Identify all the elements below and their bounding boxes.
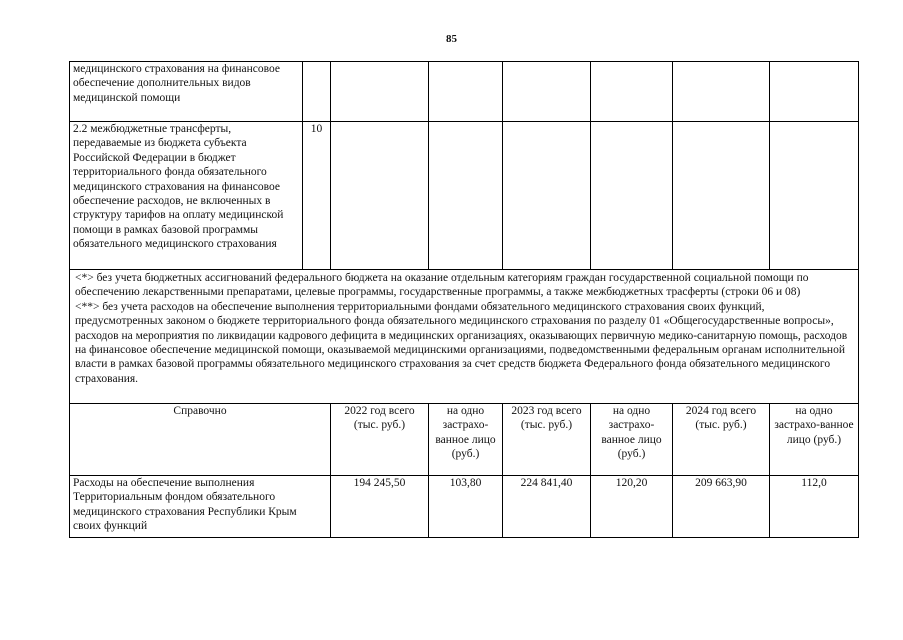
reference-label: Справочно (70, 404, 331, 476)
empty-cell (770, 62, 859, 122)
col-2024-per-person: на одно застрахо-ванное лицо (руб.) (770, 404, 859, 476)
table-row (70, 122, 859, 270)
value-2024-total: 209 663,90 (673, 476, 770, 538)
empty-cell (429, 122, 503, 270)
reference-row-label: Расходы на обеспечение выполнения Территориальным фондом обязательного медицинского страхования Республики Крым своих функций (70, 476, 331, 538)
col-2022-per-person: на одно застрахо-ванное лицо (руб.) (429, 404, 503, 476)
reference-data-row (70, 476, 859, 538)
empty-cell (429, 62, 503, 122)
col-2024-total: 2024 год всего (тыс. руб.) (673, 404, 770, 476)
empty-cell (591, 122, 673, 270)
footnote-1: <*> без учета бюджетных ассигнований федерального бюджета на оказание отдельным категориям граждан государственной социальной помощи по обеспечению лекарственными препаратами, целевые программы, государственные программы, а также межбюджетных трасферты (строки 06 и 08) (75, 272, 809, 299)
empty-cell (591, 62, 673, 122)
footnotes-cell (70, 270, 859, 404)
data-table (69, 61, 859, 538)
row-code-cell: 10 (303, 122, 331, 270)
empty-cell (503, 62, 591, 122)
col-2023-per-person: на одно застрахо-ванное лицо (руб.) (591, 404, 673, 476)
row-code-cell (303, 62, 331, 122)
footnote-2: <**> без учета расходов на обеспечение выполнения территориальными фондами обязательного медицинского страхования своих функций, предусмотренных законом о бюджете территориального фонда обязательного медицинского страхования по разделу 01 «Общегосударственные вопросы», расходов на мероприятия по ликвидации кадрового дефицита в медицинских организациях, оказывающих первичную медико-санитарную помощь, расходов на финансовое обеспечение медицинской помощи, оказываемой медицинскими организациями, подведомственными федеральным органам исполнительной власти в рамках базовой программы обязательного медицинского страхования за счет средств бюджета Федерального фонда обязательного медицинского страхования. (75, 300, 848, 385)
value-2022-per-person: 103,80 (429, 476, 503, 538)
row-name-cell: 2.2 межбюджетные трансферты, передаваемые из бюджета субъекта Российской Федерации в бюджет территориального фонда обязательного медицинского страхования на финансовое обеспечение расходов, не включенных в структуру тарифов на оплату медицинской помощи в рамках базовой программы обязательного медицинского страхования (70, 122, 303, 270)
empty-cell (673, 62, 770, 122)
row-name-cell: медицинского страхования на финансовое обеспечение дополнительных видов медицинской помощи (70, 62, 303, 122)
empty-cell (503, 122, 591, 270)
col-2022-total: 2022 год всего (тыс. руб.) (331, 404, 429, 476)
col-2023-total: 2023 год всего (тыс. руб.) (503, 404, 591, 476)
page-number: 85 (446, 33, 457, 45)
empty-cell (331, 122, 429, 270)
value-2022-total: 194 245,50 (331, 476, 429, 538)
table-row (70, 62, 859, 122)
value-2023-per-person: 120,20 (591, 476, 673, 538)
footnotes-row (70, 270, 859, 404)
reference-header-row (70, 404, 859, 476)
value-2024-per-person: 112,0 (770, 476, 859, 538)
value-2023-total: 224 841,40 (503, 476, 591, 538)
empty-cell (770, 122, 859, 270)
empty-cell (673, 122, 770, 270)
empty-cell (331, 62, 429, 122)
